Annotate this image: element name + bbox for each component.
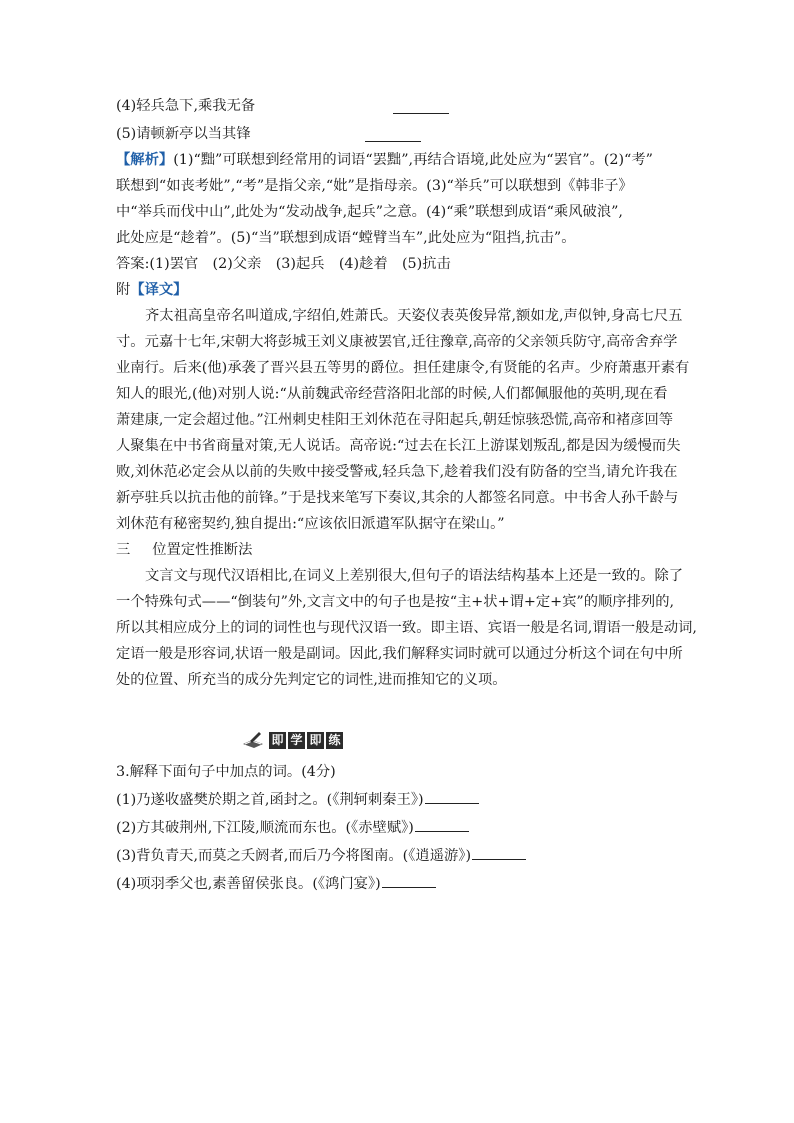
exercise-item: (1)乃遂收盛樊於期之首,函封之。(《荆轲刺秦王》) bbox=[116, 788, 681, 810]
answer-blank[interactable] bbox=[425, 788, 479, 804]
analysis-section bbox=[116, 150, 681, 248]
answer-blank[interactable] bbox=[472, 844, 526, 860]
analysis-tag: 【解析】 bbox=[116, 152, 174, 168]
body-line: 文言文与现代汉语相比,在词义上差别很大,但句子的语法结构基本上还是一致的。除了 bbox=[145, 568, 684, 584]
section-heading bbox=[116, 540, 681, 560]
translation-tag: 【译文】 bbox=[130, 282, 188, 298]
analysis-line: 【解析】(1)“黜”可联想到经常用的词语“罢黜”,再结合语境,此处应为“罢官”。(2)“考” bbox=[116, 152, 653, 168]
section-title: 位置定性推断法 bbox=[152, 542, 253, 558]
pen-book-icon bbox=[242, 731, 264, 749]
question-text: (5)请顿新亭以当其锋 bbox=[116, 126, 251, 142]
translation-line: 新亭驻兵以抗击他的前锋。”于是找来笔写下奏议,其余的人都签名同意。中书舍人孙千龄与 bbox=[116, 490, 679, 506]
analysis-line: 此处应是“趁着”。(5)“当”联想到成语“螳臂当车”,此处应为“阻挡,抗击”。 bbox=[116, 230, 576, 246]
translation-line: 寸。元嘉十七年,宋朝大将彭城王刘义康被罢官,迁往豫章,高帝的父亲领兵防守,高帝舍弃学 bbox=[116, 334, 678, 350]
body-line: 处的位置、所充当的成分先判定它的词性,进而推知它的义项。 bbox=[116, 672, 507, 688]
translation-line: 刘休范有秘密契约,独自提出:“应该依旧派遣军队据守在梁山。” bbox=[116, 516, 505, 532]
translation-line: 人聚集在中书省商量对策,无人说话。高帝说:“过去在长江上游谋划叛乱,都是因为缓慢而失 bbox=[116, 438, 681, 454]
banner-char: 即 bbox=[269, 732, 286, 749]
exercise-section bbox=[116, 762, 681, 900]
question-item-5 bbox=[116, 124, 681, 144]
translation-line: 知人的眼光,(他)对别人说:“从前魏武帝经营洛阳北部的时候,人们都佩服他的英明,现在看 bbox=[116, 386, 668, 402]
answers-line: 答案:(1)罢官 (2)父亲 (3)起兵 (4)趁着 (5)抗击 bbox=[116, 256, 451, 272]
exercise-item: (2)方其破荆州,下江陵,顺流而东也。(《赤壁赋》) bbox=[116, 816, 681, 838]
answer-blank[interactable] bbox=[365, 126, 421, 142]
translation-header: 附【译文】 bbox=[116, 282, 188, 298]
body-line: 一个特殊句式——“倒装句”外,文言文中的句子也是按“主+状+谓+定+宾”的顺序排列的, bbox=[116, 594, 675, 610]
exercise-title: 3.解释下面句子中加点的词。(4分) bbox=[116, 764, 336, 780]
banner-char: 学 bbox=[288, 732, 305, 749]
translation-line: 业南行。后来(他)承袭了晋兴县五等男的爵位。担任建康令,有贤能的名声。少府萧惠开素有 bbox=[116, 360, 690, 376]
answer-blank[interactable] bbox=[393, 98, 449, 114]
section-number: 三 bbox=[116, 542, 131, 558]
translation-body bbox=[116, 306, 690, 534]
body-line: 定语一般是形容词,状语一般是副词。因此,我们解释实词时就可以通过分析这个词在句中所 bbox=[116, 646, 683, 662]
analysis-line: 联想到“如丧考妣”,“考”是指父亲,“妣”是指母亲。(3)“举兵”可以联想到《韩非子》 bbox=[116, 178, 633, 194]
document-page bbox=[116, 96, 697, 696]
translation-line: 齐太祖高皇帝名叫道成,字绍伯,姓萧氏。天姿仪表英俊异常,额如龙,声似钟,身高七尺五 bbox=[145, 308, 683, 324]
banner-char: 即 bbox=[307, 732, 324, 749]
translation-line: 败,刘休范必定会从以前的失败中接受警戒,轻兵急下,趁着我们没有防备的空当,请允许我在 bbox=[116, 464, 678, 480]
exercise-item: (3)背负青天,而莫之夭阏者,而后乃今将图南。(《逍遥游》) bbox=[116, 844, 681, 866]
section-body bbox=[116, 566, 697, 690]
exercise-item: (4)项羽季父也,素善留侯张良。(《鸿门宴》) bbox=[116, 872, 681, 894]
banner-char: 练 bbox=[326, 732, 343, 749]
question-text: (4)轻兵急下,乘我无备 bbox=[116, 98, 256, 114]
translation-line: 萧建康,一定会超过他。”江州刺史桂阳王刘休范在寻阳起兵,朝廷惊骇恐慌,高帝和褚彦回等 bbox=[116, 412, 674, 428]
practice-banner bbox=[228, 727, 358, 753]
body-line: 所以其相应成分上的词的词性也与现代汉语一致。即主语、宾语一般是名词,谓语一般是动词, bbox=[116, 620, 697, 636]
answer-blank[interactable] bbox=[382, 872, 436, 888]
analysis-line: 中“举兵而伐中山”,此处为“发动战争,起兵”之意。(4)“乘”联想到成语“乘风破浪”, bbox=[116, 204, 623, 220]
question-item-4 bbox=[116, 96, 681, 116]
answer-blank[interactable] bbox=[415, 816, 469, 832]
